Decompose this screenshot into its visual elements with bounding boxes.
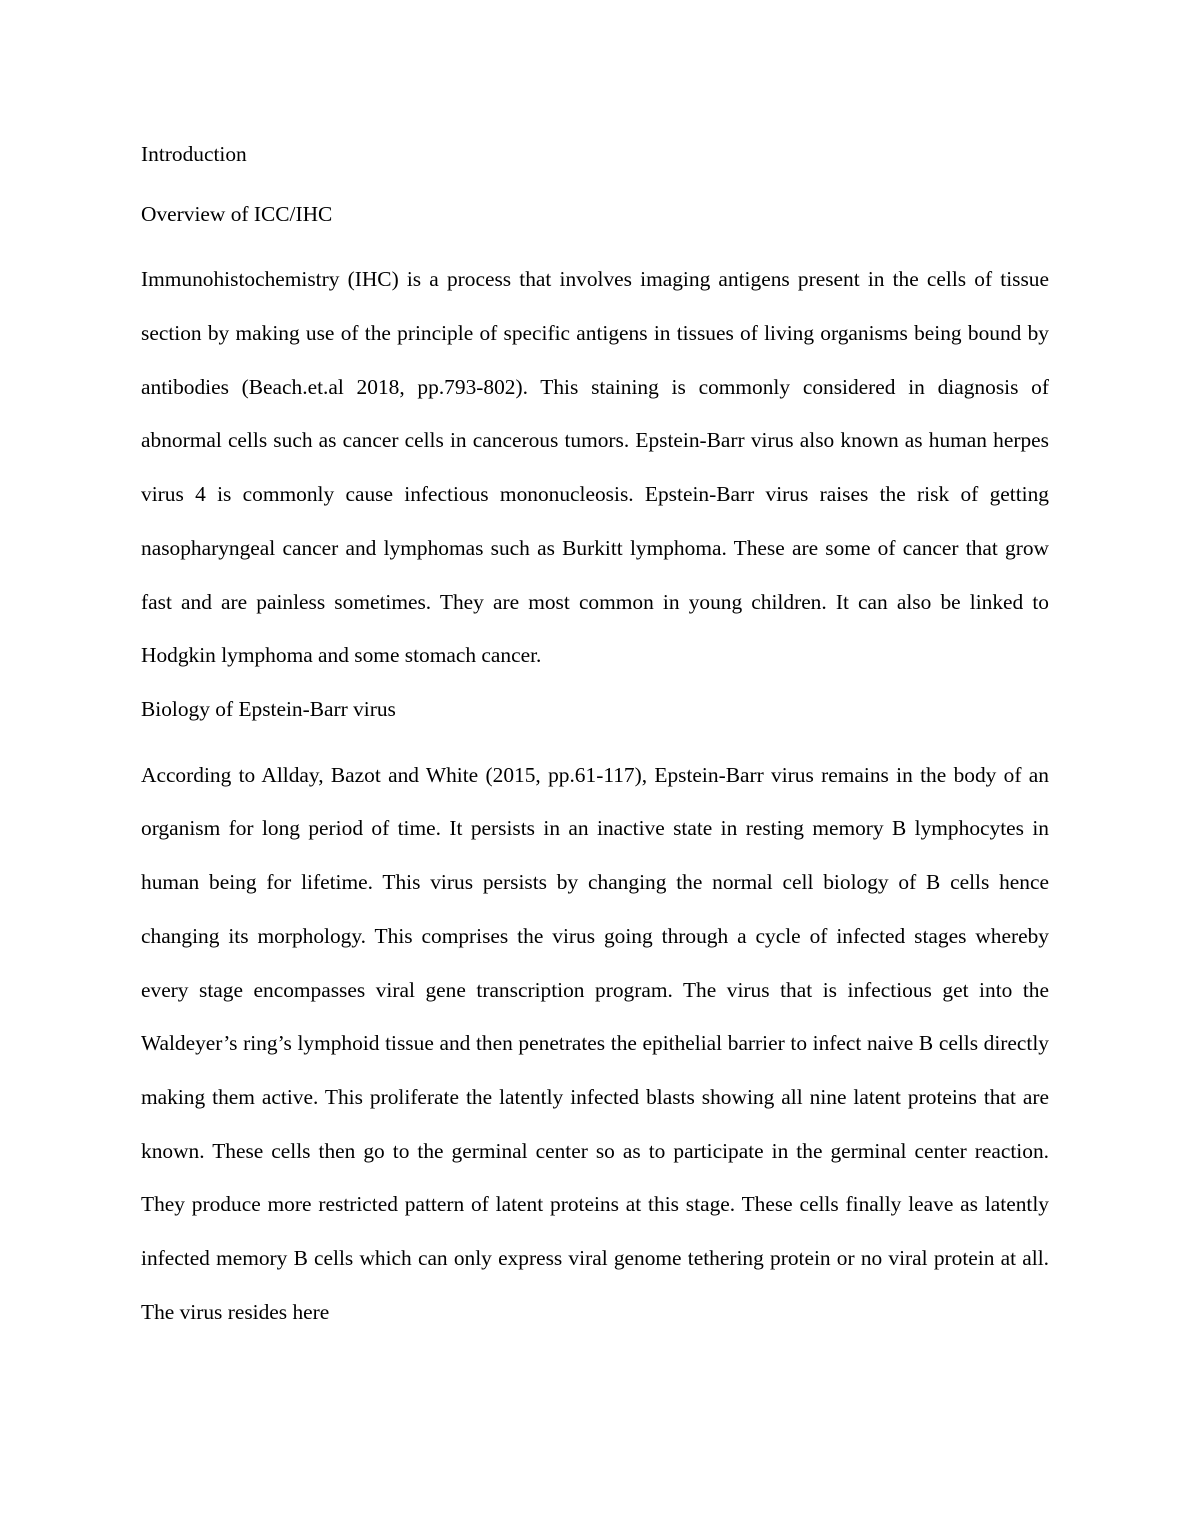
heading-overview-icc-ihc: Overview of ICC/IHC — [141, 201, 333, 226]
heading-biology-ebv: Biology of Epstein-Barr virus — [141, 697, 396, 721]
heading-introduction: Introduction — [141, 142, 247, 166]
paragraph-biology: According to Allday, Bazot and White (2015, pp.61-117), Epstein-Barr virus remains in the body of an organism for long period of time. It persists in an inactive state in resting memory B lymphocytes in human being for lifetime. This virus persists by changing the normal cell biology of B cells hence changing its morphology. This comprises the virus going through a cycle of infected stages whereby every stage encompasses viral gene transcription program. The virus that is infectious get into the Waldeyer’s ring’s lymphoid tissue and then penetrates the epithelial barrier to infect naive B cells directly making them active. This proliferate the latently infected blasts showing all nine latent proteins that are known. These cells then go to the germinal center so as to participate in the germinal center reaction. They produce more restricted pattern of latent proteins at this stage. These cells finally leave as latently infected memory B cells which can only express viral genome tethering protein or no viral protein at all. The virus resides here — [141, 762, 1049, 1324]
paragraph-overview: Immunohistochemistry (IHC) is a process that involves imaging antigens present in the cells of tissue section by making use of the principle of specific antigens in tissues of living organisms being bound by antibodies (Beach.et.al 2018, pp.793-802). This staining is commonly considered in diagnosis of abnormal cells such as cancer cells in cancerous tumors. Epstein-Barr virus also known as human herpes virus 4 is commonly cause infectious mononucleosis. Epstein-Barr virus raises the risk of getting nasopharyngeal cancer and lymphomas such as Burkitt lymphoma. These are some of cancer that grow fast and are painless sometimes. They are most common in young children. It can also be linked to Hodgkin lymphoma and some stomach cancer. — [141, 267, 1049, 668]
document-body — [141, 134, 1049, 1345]
